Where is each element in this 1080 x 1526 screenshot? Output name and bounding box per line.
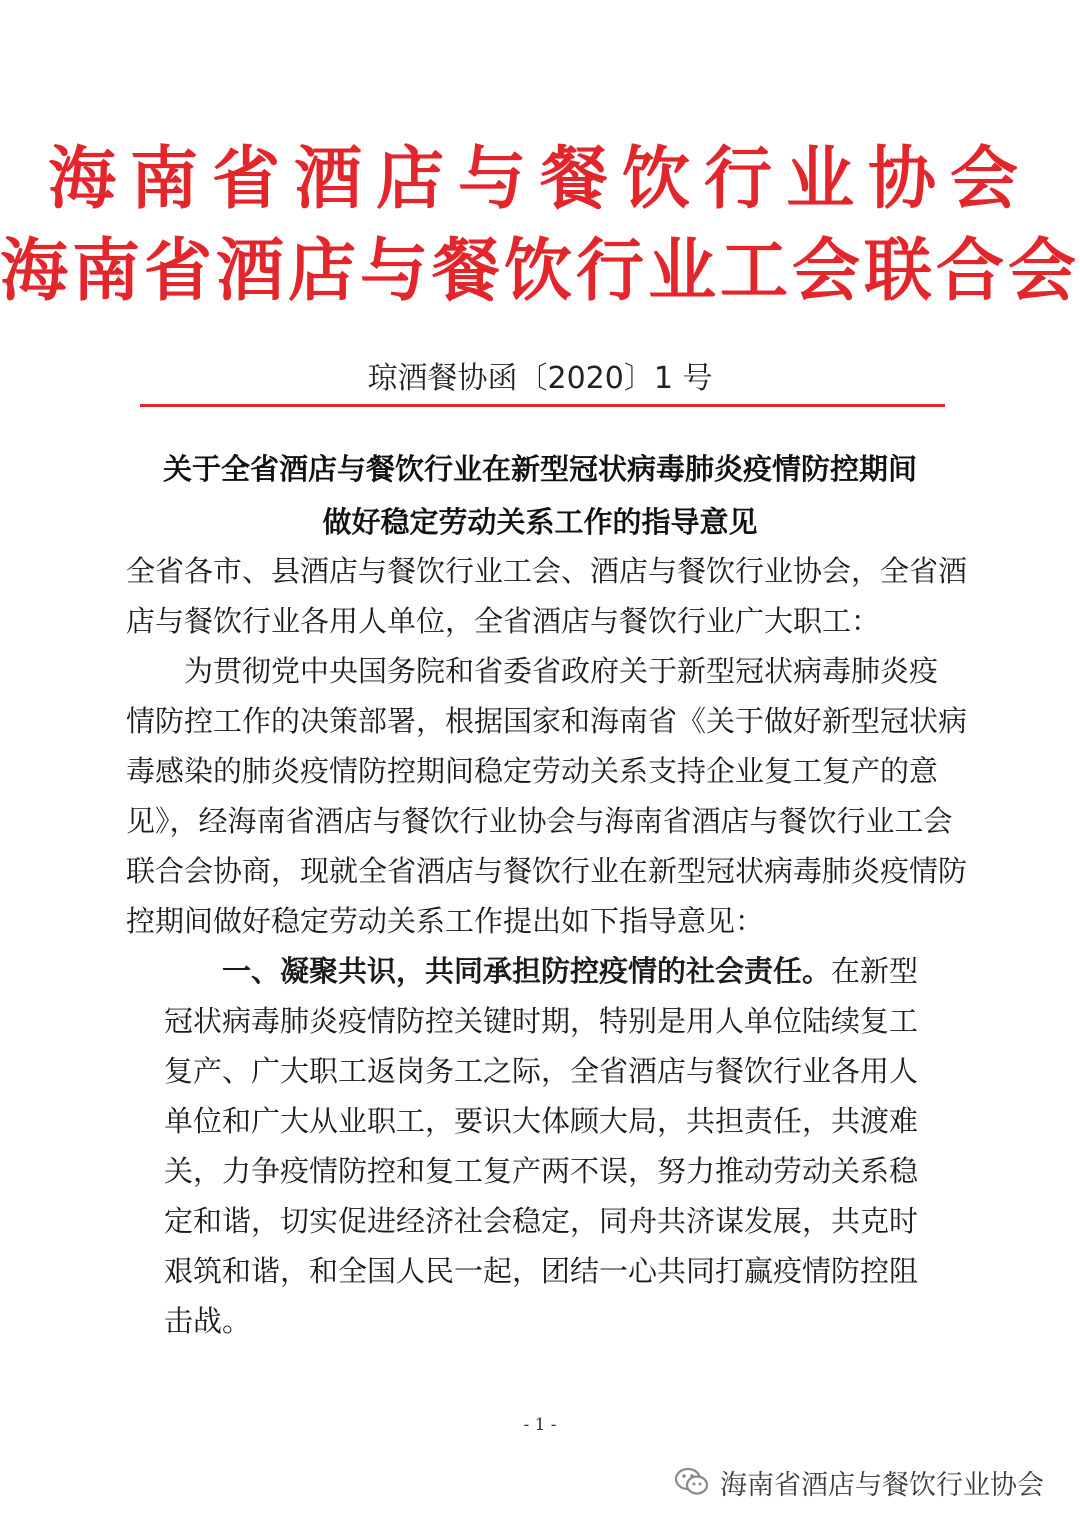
addressee-line: 全省各市、县酒店与餐饮行业工会、酒店与餐饮行业协会，全省酒 [126, 554, 968, 588]
document-title-line-2: 做好稳定劳动关系工作的指导意见 [322, 505, 758, 539]
intro-paragraph-line: 毒感染的肺炎疫情防控期间稳定劳动关系支持企业复工复产的意 [126, 754, 939, 788]
section-1-line: 关，力争疫情防控和复工复产两不误，努力推动劳动关系稳 [164, 1154, 919, 1188]
section-1-line: 复产、广大职工返岗务工之际，全省酒店与餐饮行业各用人 [164, 1054, 919, 1088]
section-1-line: 艰筑和谐，和全国人民一起，团结一心共同打赢疫情防控阻 [164, 1254, 919, 1288]
wechat-icon [672, 1462, 712, 1502]
red-divider-line [140, 404, 945, 407]
section-1-first-line-rest: 在新型 [831, 954, 919, 988]
section-1-line: 单位和广大从业职工，要识大体顾大局，共担责任，共渡难 [164, 1104, 919, 1138]
section-1-line: 定和谐，切实促进经济社会稳定，同舟共济谋发展，共克时 [164, 1204, 919, 1238]
section-1-line: 击战。 [164, 1304, 252, 1338]
org-name-association: 海南省酒店与餐饮行业协会 [47, 140, 1032, 219]
document-number: 琼酒餐协函〔2020〕1 号 [367, 361, 713, 396]
watermark-account-name: 海南省酒店与餐饮行业协会 [720, 1469, 1044, 1501]
intro-paragraph-line: 为贯彻党中央国务院和省委省政府关于新型冠状病毒肺炎疫 [184, 654, 939, 688]
intro-paragraph-line: 联合会协商，现就全省酒店与餐饮行业在新型冠状病毒肺炎疫情防 [126, 854, 968, 888]
org-name-union-federation: 海南省酒店与餐饮行业工会联合会 [0, 232, 1080, 311]
intro-paragraph-line: 情防控工作的决策部署，根据国家和海南省《关于做好新型冠状病 [126, 704, 968, 738]
intro-paragraph-line: 见》，经海南省酒店与餐饮行业协会与海南省酒店与餐饮行业工会 [126, 804, 953, 838]
addressee-line: 店与餐饮行业各用人单位，全省酒店与餐饮行业广大职工： [126, 604, 881, 638]
section-1-heading: 一、凝聚共识，共同承担防控疫情的社会责任。 [222, 954, 832, 988]
document-title-line-1: 关于全省酒店与餐饮行业在新型冠状病毒肺炎疫情防控期间 [162, 452, 917, 486]
section-1-first-line [222, 953, 918, 989]
wechat-watermark [672, 1460, 1044, 1504]
page-number: - 1 - [523, 1415, 557, 1435]
section-1-line: 冠状病毒肺炎疫情防控关键时期，特别是用人单位陆续复工 [164, 1004, 919, 1038]
intro-paragraph-line: 控期间做好稳定劳动关系工作提出如下指导意见： [126, 904, 765, 938]
